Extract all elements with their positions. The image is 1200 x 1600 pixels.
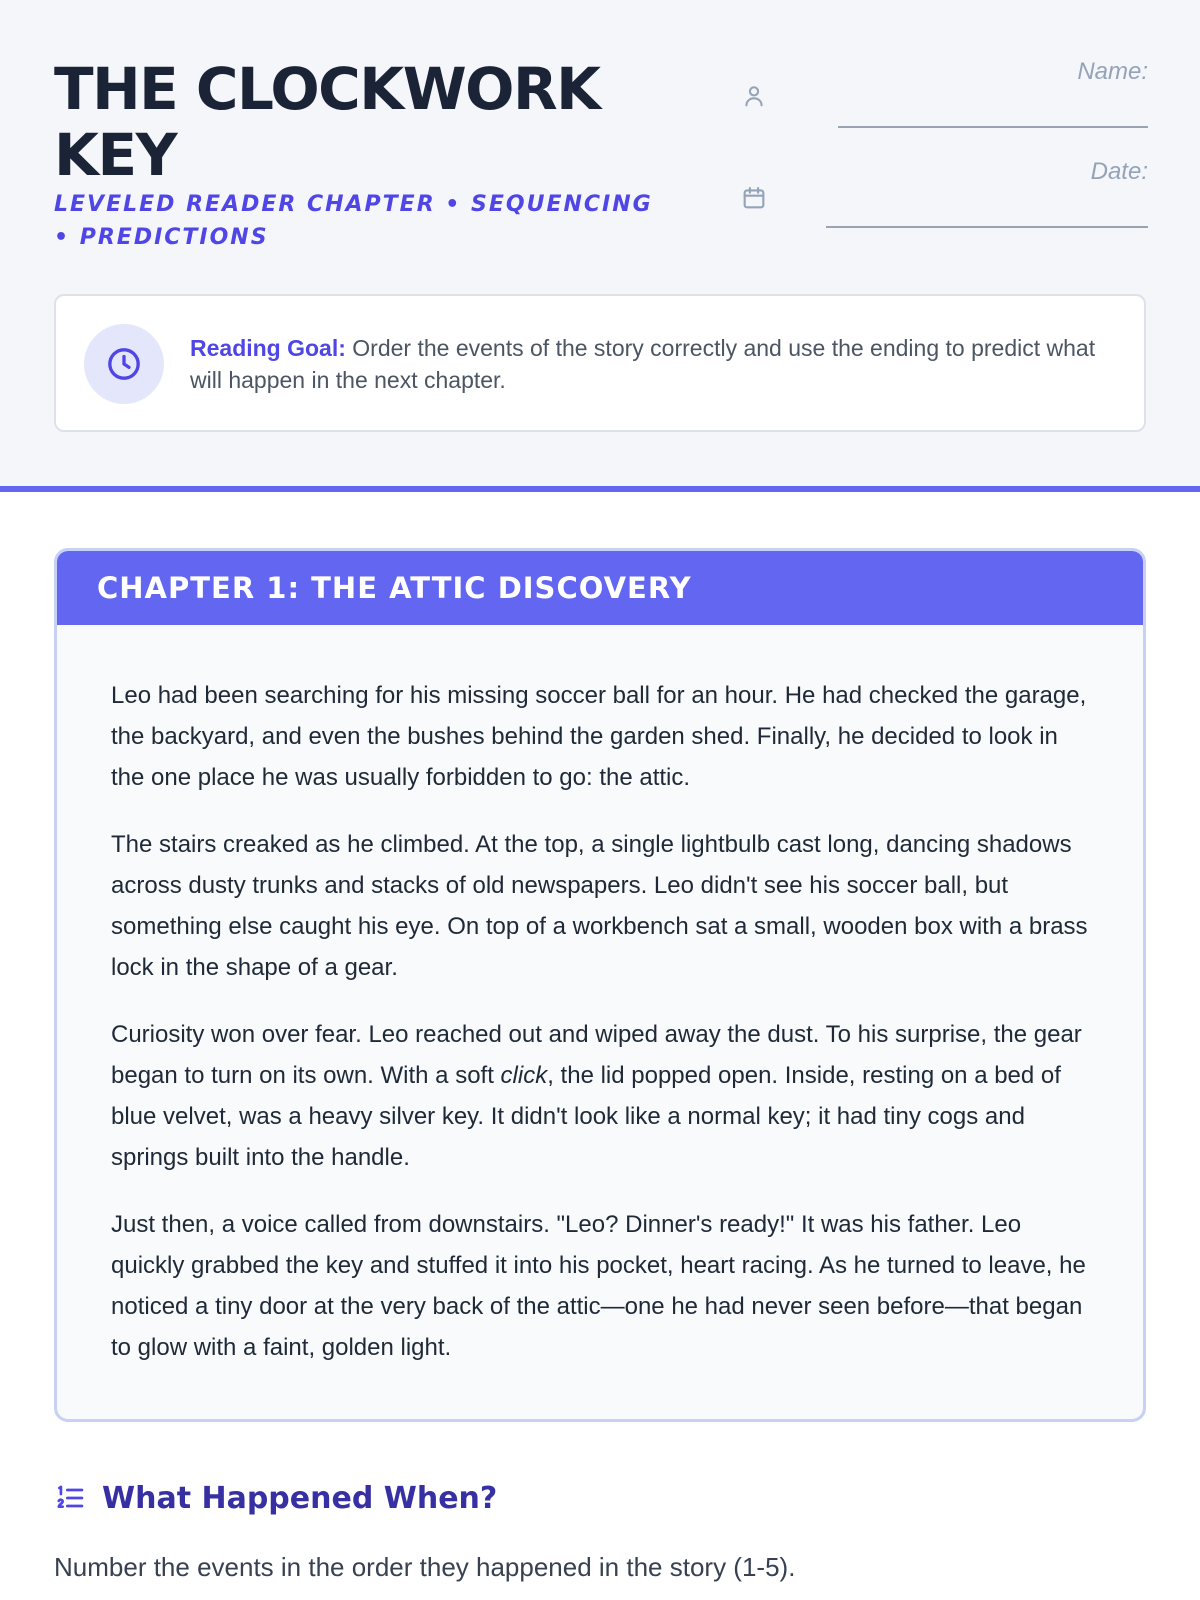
date-field[interactable] — [826, 226, 1148, 228]
story-emphasis: click — [500, 1062, 548, 1089]
story-paragraph: Just then, a voice called from downstairs. "Leo? Dinner's ready!" It was his father. Leo quickly grabbed the key and stuffed it into his pocket, heart racing. As he turned to leave, he noticed a tiny door at the very back of the attic—one he had never seen before—that began to glow with a faint, golden light. — [111, 1211, 1086, 1361]
goal-icon-badge — [84, 324, 164, 404]
date-label: Date: — [1090, 158, 1148, 185]
calendar-icon — [740, 184, 768, 212]
reading-goal-text — [190, 332, 1110, 396]
worksheet-title: THE CLOCKWORK KEY — [54, 55, 600, 189]
story-text: , the lid popped open. Inside, resting on a bed of blue velvet, was a heavy silver key. It didn't look like a normal key; it had tiny cogs and springs built into the handle. — [111, 1062, 1061, 1171]
chapter-body — [57, 625, 1143, 1368]
sequencing-instructions: Number the events in the order they happened in the story (1-5). — [54, 1552, 796, 1582]
sequencing-heading — [54, 1478, 497, 1518]
story-text: Curiosity won over fear. Leo reached out and wiped away the dust. To his surprise, the gear began to turn on its own. With a soft — [111, 1021, 1082, 1089]
chapter-title: CHAPTER 1: THE ATTIC DISCOVERY — [97, 571, 692, 605]
chapter-card — [54, 548, 1146, 1422]
user-icon — [740, 82, 768, 110]
chapter-header — [57, 551, 1143, 625]
sequencing-title: What Happened When? — [102, 1480, 498, 1516]
numbered-list-icon — [54, 1482, 86, 1514]
name-field[interactable] — [838, 126, 1148, 128]
worksheet-header — [0, 0, 1200, 492]
reading-goal-box — [54, 294, 1146, 432]
worksheet-subtitle: LEVELED READER CHAPTER • SEQUENCING • PREDICTIONS — [54, 192, 653, 250]
story-paragraph: The stairs creaked as he climbed. At the top, a single lightbulb cast long, dancing shadows across dusty trunks and stacks of old newspapers. Leo didn't see his soccer ball, but something else caught his eye. On top of a workbench sat a small, wooden box with a brass lock in the shape of a gear. — [111, 831, 1088, 981]
name-label: Name: — [1077, 58, 1148, 85]
reading-goal-label: Reading Goal: — [190, 335, 346, 361]
story-paragraph — [111, 1014, 1093, 1178]
reading-goal-description: Order the events of the story correctly and use the ending to predict what will happen in the next chapter. — [190, 335, 1096, 393]
story-paragraph: Leo had been searching for his missing soccer ball for an hour. He had checked the garage, the backyard, and even the bushes behind the garden shed. Finally, he decided to look in the one place he was usually forbidden to go: the attic. — [111, 682, 1087, 791]
clock-icon — [104, 344, 144, 384]
